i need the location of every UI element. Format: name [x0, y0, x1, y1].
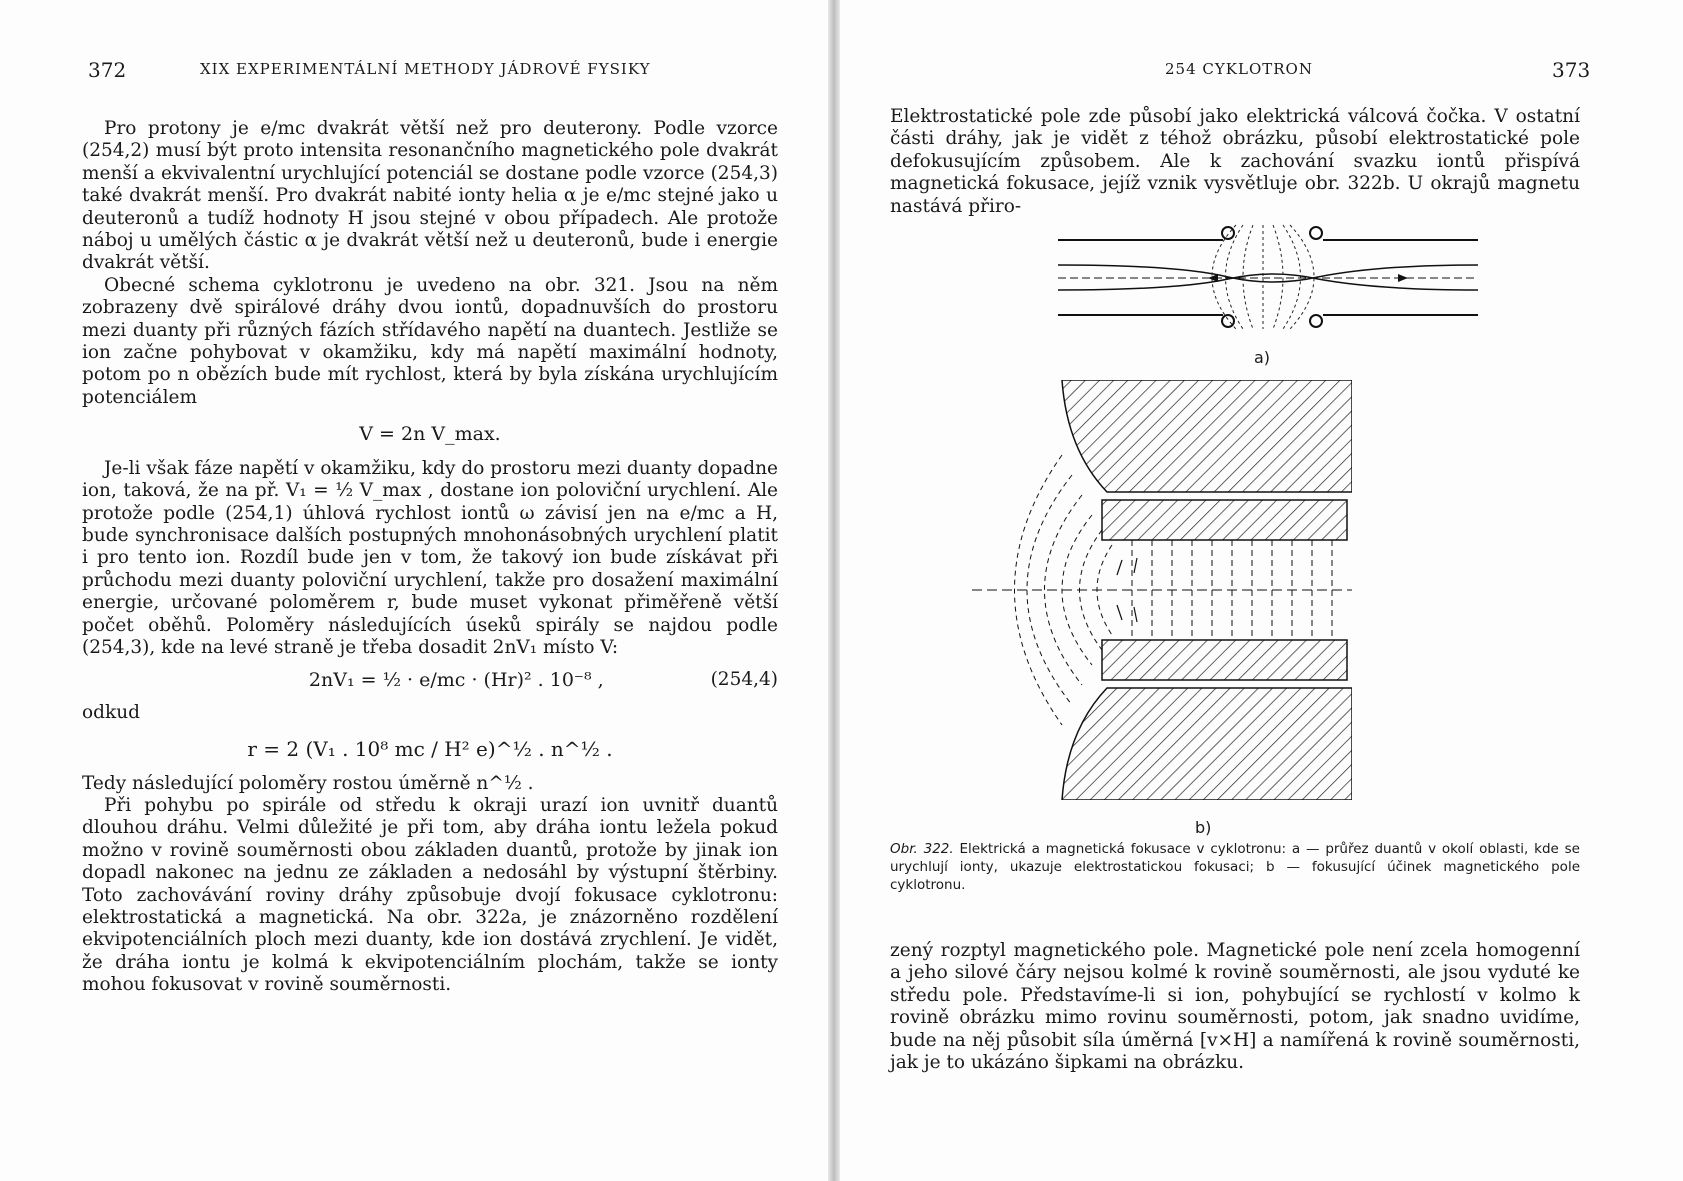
- paragraph: Tedy následující poloměry rostou úměrně n^½ .: [82, 772, 534, 794]
- book-gutter: [828, 0, 840, 1181]
- left-page: [0, 0, 828, 1181]
- figure-label-a: a): [1254, 348, 1271, 367]
- paragraph: Pro protony je e/mc dvakrát větší než pro deuterony. Podle vzorce (254,2) musí být proto intensita resonančního magnetického pole dvakrát menší a ekvivalentní urychlující potenciál se dostane podle vzorce (254,3) také dvakrát menší. Pro dvakrát nabité ionty helia α je e/mc stejné jako u deuteronů a tudíž hodnoty H jsou stejné v obou případech. Ale protože náboj u umělých částic α je dvakrát větší než u deuteronů, bude i energie dvakrát větší.: [82, 118, 778, 274]
- paragraph: Obecné schema cyklotronu je uvedeno na obr. 321. Jsou na něm zobrazeny dvě spirálové dráhy dvou iontů, dopadnuvších do prostoru mezi duanty při různých fázích střídavého napětí na duantech. Jestliže se ion začne pohybovat v okamžiku, kdy má napětí maximální hodnoty, potom po n obězích bude mít rychlost, která by byla získána urychlujícím potenciálem: [82, 274, 778, 408]
- right-running-head: 254 CYKLOTRON: [1165, 60, 1313, 78]
- paragraph: Elektrostatické pole zde působí jako elektrická válcová čočka. V ostatní části dráhy, jak je vidět z téhož obrázku, působí elektrostatické pole defokusujícím způsobem. Ale k zachování svazku iontů přispívá magnetická fokusace, jejíž vznik vysvětluje obr. 322b. U okrajů magnetu nastává přiro-: [890, 106, 1580, 217]
- right-body-bottom: [890, 940, 1580, 1074]
- figure-322a: [1058, 205, 1478, 340]
- right-page: [840, 0, 1683, 1181]
- paragraph: Je-li však fáze napětí v okamžiku, kdy do prostoru mezi duanty dopadne ion, taková, že na př. V₁ = ½ V_max , dostane ion poloviční urychlení. Ale protože podle (254,1) úhlová rychlost iontů ω závisí jen na e/mc a H, bude synchronisace dalších postupných mnohonásobných urychlení platit i pro tento ion. Rozdíl bude jen v tom, že takový ion bude získávat při průchodu mezi duanty poloviční urychlení, takže pro dosažení maximální energie, určované poloměrem r, bude muset vykonat přiměřeně větší počet oběhů. Poloměry následujících úseků spirály se najdou podle (254,3), kde na levé straně je třeba dosadit 2nV₁ místo V:: [82, 457, 778, 658]
- figure-label-b: b): [1195, 818, 1212, 837]
- left-body-text: [82, 118, 778, 997]
- left-page-number: 372: [88, 58, 127, 82]
- figure-322b: [972, 380, 1352, 800]
- paragraph: zený rozptyl magnetického pole. Magnetické pole není zcela homogenní a jeho silové čáry nejsou kolmé k rovině souměrnosti, ale jsou vyduté ke středu pole. Představíme-li si ion, pohybující se rychlostí v kolmo k rovině obrázku mimo rovinu souměrnosti, potom, jak snadno uvidíme, bude na něj působit síla úměrná [v×H] a namířená k rovině souměrnosti, jak je to ukázáno šipkami na obrázku.: [890, 940, 1580, 1074]
- left-running-head: XIX EXPERIMENTÁLNÍ METHODY JÁDROVÉ FYSIKY: [200, 60, 651, 78]
- odkud-label: odkud: [82, 701, 140, 723]
- formula-radius: r = 2 (V₁ . 10⁸ mc / H² e)^½ . n^½ .: [247, 737, 613, 762]
- figure-caption: [890, 840, 1580, 894]
- equation-number: (254,4): [710, 669, 778, 691]
- caption-text: Elektrická a magnetická fokusace v cyklotronu: a — průřez duantů v okolí oblasti, kde se urychlují ionty, ukazuje elektrostatickou fokusaci; b — fokusující účinek magnetického pole cyklotronu.: [890, 841, 1580, 893]
- paragraph: Při pohybu po spirále od středu k okraji urazí ion uvnitř duantů dlouhou dráhu. Velmi důležité je při tom, aby dráha iontu ležela pokud možno v rovině souměrnosti obou základen duantů, protože by jinak ion dopadl nakonec na jednu ze základen a nedosáhl by výstupní štěrbiny. Toto zachovávání roviny dráhy způsobuje dvojí fokusace cyklotronu: elektrostatická a magnetická. Na obr. 322a, je znázorněno rozdělení ekvipotenciálních ploch mezi duanty, kde ion dostává zrychlení. Je vidět, že dráha iontu je kolmá k ekvipotenciálním plochám, takže se ionty mohou fokusovat v rovině souměrnosti.: [82, 794, 778, 996]
- right-body-top: [890, 106, 1580, 218]
- caption-lead: Obr. 322.: [890, 841, 954, 857]
- equation-row: [82, 669, 778, 691]
- formula-254-4: 2nV₁ = ½ · e/mc · (Hr)² . 10⁻⁸ ,: [308, 669, 604, 692]
- right-page-number: 373: [1552, 58, 1591, 82]
- formula-v-max: V = 2n V_max.: [359, 423, 501, 446]
